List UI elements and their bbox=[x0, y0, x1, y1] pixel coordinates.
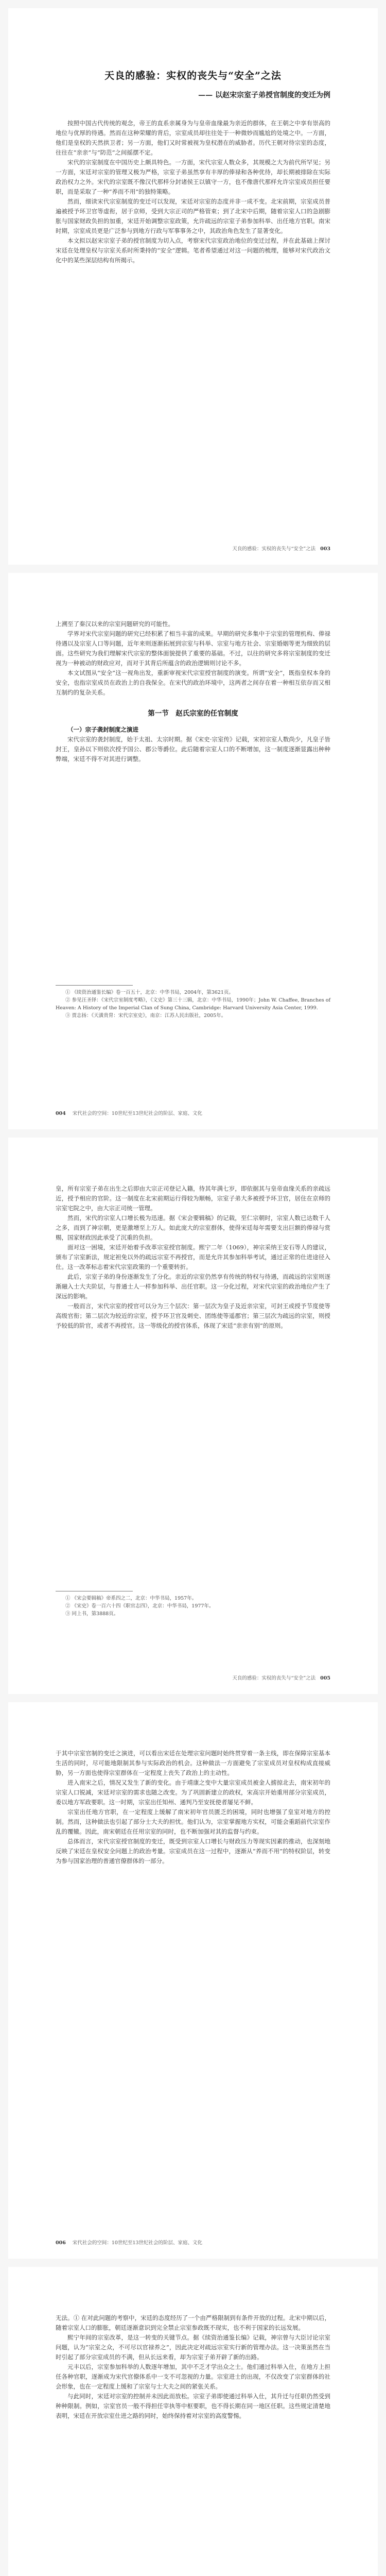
page-number: 003 bbox=[320, 546, 330, 552]
page-4 bbox=[8, 1702, 378, 2259]
paragraph: 宋代宗室的袭封制度，始于太祖、太宗时期。据《宋史·宗室传》记载，宋初宗室人数尚少，凡皇子皆封王，皇孙以下则依次授予国公、郡公等爵位。此后随着宗室人口的不断增加，这一制度逐渐显露出种种弊端，宋廷不得不对其进行调整。 bbox=[56, 736, 330, 762]
footnotes bbox=[56, 985, 330, 1020]
paragraph: 宗室出任地方官职，在一定程度上缓解了南宋初年官员匮乏的困境，同时也增强了皇室对地方的控制。然而，这种做法也引起了部分士大夫的担忧。他们认为，宗室掌握地方实权，可能会重蹈前代宗室作乱的覆辙。因此，南宋朝廷在任用宗室的同时，也不断加强对其的监督与约束。 bbox=[56, 1808, 330, 1835]
page-number: 006 bbox=[56, 2240, 66, 2246]
paragraph: 此后，宗室子弟的身份逐渐发生了分化。亲近的宗室仍然享有传统的特权与待遇，而疏远的宗室则逐渐融入士大夫阶层，与普通士人一样参加科举、出任官职。这一分化过程，对宋代宗室的政治地位产生了深远的影响。 bbox=[56, 1273, 330, 1300]
paragraph: 熙宁年间的宗室改革，是这一转变的关键节点。据《续资治通鉴长编》记载，神宗曾与大臣讨论宗室问题，认为“宗室之众，不可尽以官禄养之”，因此决定对疏远宗室实行新的管理办法。这一决策虽然在当时引起了部分宗室成员的不满，但从长远来看，却为宗室子弟开辟了新的出路。 bbox=[56, 2334, 330, 2361]
paragraph: 然而，宋代的宗室人口增长极为迅速。据《宋会要辑稿》的记载，至仁宗朝时，宗室人数已达数千人之多，而到了神宗朝，更是激增至上万人。如此庞大的宗室群体，使得宋廷每年需要支出巨额的俸禄与赏赐，国家财政因此承受了沉重的负担。 bbox=[56, 1214, 330, 1241]
footnote: ① 《宋会要辑稿》帝系四之二，北京：中华书局，1957年。 bbox=[65, 1596, 197, 1601]
paragraph: 进入南宋之后，情况又发生了新的变化。由于靖康之变中大量宗室成员被金人掳掠北去，南宋初年的宗室人口锐减，宋廷对宗室的需求也随之改变。为了巩固新建立的政权，宋高宗开始重用部分宗室成员，委以地方军政要职。这一时期，宗室出任知州、通判乃至安抚使者屡见不鲜。 bbox=[56, 1779, 330, 1806]
paragraph: 按照中国古代传统的观念，帝王的直系亲属身为与皇帝血缘最为亲近的群体，在王朝之中享有崇高的地位与优厚的待遇。然而在这种荣耀的背后，宗室成员却往往处于一种微妙而尴尬的处境之中。一方面，他们是皇权的天然拱卫者；另一方面，他们又时常被视为皇权潜在的威胁者。历代王朝对待宗室的态度，往往在“亲亲”与“防范”之间摇摆不定。 bbox=[56, 120, 330, 156]
footnote: ③ 贾志扬：《天潢贵胄：宋代宗室史》，南京：江苏人民出版社，2005年。 bbox=[65, 1013, 226, 1019]
page-5 bbox=[8, 2267, 378, 2576]
footnotes bbox=[56, 1591, 330, 1618]
paragraph: 宋代的宗室制度在中国历史上颇具特色。一方面，宋代宗室人数众多，其规模之大为前代所罕见；另一方面，宋廷对宗室的管理又极为严格，宗室子弟虽然享有丰厚的俸禄和各种优待，却长期被排除在实际政治权力之外。宋代的宗室既不像汉代那样分封诸侯王以镇守一方，也不像唐代那样允许宗室成员担任要职，而是采取了一种“养而不用”的独特策略。 bbox=[56, 159, 330, 195]
section-title: 第一节 赵氏宗室的任官制度 bbox=[148, 709, 238, 718]
paragraph: 于其中宗室官制的变迁之演进，可以看出宋廷在处理宗室问题时始终贯穿着一条主线，即在保障宗室基本生活的同时，尽可能地限制其参与实际政治的机会。这种做法一方面避免了宗室成员对皇权构成直接威胁，另一方面也使得宗室群体在一定程度上丧失了政治上的主动性。 bbox=[56, 1750, 330, 1776]
running-head bbox=[232, 544, 330, 554]
paragraph: 与此同时，宋廷对宗室的控制并未因此而放松。宗室子弟即使通过科举入仕，其升迁与任职仍然受到种种限制。例如，宗室官员一般不得担任宰执等中枢要职，也不得长期在同一地区任职。这些规定清楚地表明，宋廷在开放宗室仕进之路的同时，始终保持着对宗室的高度警惕。 bbox=[56, 2393, 330, 2419]
running-head-text: 宋代社会的空间：10世纪至13世纪社会的阶层、家庭、文化 bbox=[72, 2240, 203, 2246]
document-title: 天良的感验：实权的丧失与“安全”之法 bbox=[104, 70, 282, 81]
running-head bbox=[56, 1109, 202, 1118]
page-number: 005 bbox=[320, 1675, 330, 1681]
subsection-title: （一）宗子袭封制度之演进 bbox=[67, 726, 138, 733]
footnote: ② 参见汪圣铎：《宋代宗室制度考略》，《文史》第三十三辑，北京：中华书局，1990年；John W. Chaffee, Branches of Heaven: A History of the Imperial Clan of Sung China, Cambridge: Harvard University Asia Center, 1999. bbox=[56, 997, 330, 1011]
paragraph: 无法。① 在对此问题的考察中，宋廷的态度经历了一个由严格限制到有条件开放的过程。北宋中期以后，随着宗室人口的膨胀，朝廷逐渐意识到完全禁止宗室参政既不现实，也不利于国家的长远发展。 bbox=[56, 2314, 330, 2331]
running-head bbox=[232, 1673, 330, 1683]
paragraph: 总体而言，宋代宗室授官制度的变迁，既受到宗室人口增长与财政压力等现实因素的推动，也深刻地反映了宋廷在皇权安全问题上的政治考量。宗室成员在这一过程中，逐渐从“养而不用”的特权阶层，转变为参与国家治理的普通官僚群体的一部分。 bbox=[56, 1838, 330, 1865]
paragraph: 一般而言，宋代宗室的授官可以分为三个层次：第一层次为皇子及近亲宗室，可封王或授予节度使等高级官衔；第二层次为较近的宗室，授予环卫官及刺史、团练使等遥郡官；第三层次为疏远的宗室，则授予较低的阶官，或者不再授官。这一等级化的授官体系，体现了宋廷“亲亲有别”的原则。 bbox=[56, 1302, 330, 1329]
footnote-rule bbox=[56, 985, 133, 986]
running-head-text: 天良的感验：实权的丧失与“安全”之法 bbox=[232, 1675, 316, 1681]
page-number: 004 bbox=[56, 1111, 66, 1116]
document-subtitle: —— 以赵宋宗室子弟授官制度的变迁为例 bbox=[198, 91, 330, 99]
paragraph: 面对这一困境，宋廷开始着手改革宗室授官制度。熙宁二年（1069），神宗采纳王安石等人的建议，颁布了宗室新法，规定袒免以外的疏远宗室不再授官，而是允许其参加科举考试，通过正常的仕进途径入仕。这一改革标志着宋代宗室政策的一个重要转折。 bbox=[56, 1244, 330, 1270]
running-head-text: 宋代社会的空间：10世纪至13世纪社会的阶层、家庭、文化 bbox=[72, 1111, 203, 1116]
paragraph: 元丰以后，宗室参加科举的人数逐年增加，其中不乏才学出众之士。他们通过科举入仕，在地方上担任各种官职，逐渐成为宋代官僚体系中一支不可忽视的力量。宗室进士的出现，不仅改变了宗室群体的社会形象，也在一定程度上缓和了宗室与士大夫之间的紧张关系。 bbox=[56, 2363, 330, 2390]
paragraph: 皇，所有宗室子弟在出生之后即由大宗正司登记入籍，待其年满七岁，即依据其与皇帝血缘关系的亲疏远近，授予相应的官阶。这一制度在北宋前期运行得较为顺畅，宗室子弟大多被授予环卫官，居住在京师的宗室宅院之中，由大宗正司统一管理。 bbox=[56, 1185, 330, 1212]
paragraph: 本文拟以赵宋宗室子弟的授官制度为切入点，考察宋代宗室政治地位的变迁过程，并在此基础上探讨宋廷在处理皇权与宗室关系时所秉持的“安全”逻辑。笔者希望通过对这一问题的梳理，能够对宋代政治文化中的某些深层结构有所揭示。 bbox=[56, 237, 330, 264]
paragraph: 学界对宋代宗室问题的研究已经积累了相当丰富的成果。早期的研究多集中于宗室的管理机构、俸禄待遇以及宗室人口等问题，近年来则逐渐拓展到宗室与科举、宗室与地方社会、宗室婚姻等更为细致的层面。这些研究为我们理解宋代宗室的整体面貌提供了重要的基础。不过，以往的研究多将宗室制度的变迁视为一种被动的财政应对，而对于其背后所蕴含的政治逻辑则讨论不多。 bbox=[56, 630, 330, 667]
running-head bbox=[56, 2238, 202, 2248]
footnote: ③ 同上书，第3888页。 bbox=[65, 1611, 119, 1617]
page-1 bbox=[8, 8, 378, 565]
paragraph: 本文试图从“安全”这一视角出发，重新审视宋代宗室授官制度的演变。所谓“安全”，既指皇权本身的安全，也指宗室成员在政治上的自我保全。在宋代的政治环境中，这两者之间存在着一种相互依存而又相互制约的复杂关系。 bbox=[56, 669, 330, 696]
footnote: ② 《宋史》卷一百六十四《职官志四》，北京：中华书局，1977年。 bbox=[65, 1603, 214, 1609]
page-2 bbox=[8, 573, 378, 1129]
running-head-text: 天良的感验：实权的丧失与“安全”之法 bbox=[232, 546, 316, 552]
paragraph: 然而，细读宋代宗室制度的变迁可以发现，宋廷对宗室的态度并非一成不变。北宋前期，宗室成员普遍被授予环卫官等虚衔，居于京师，受到大宗正司的严格管束；到了北宋中后期，随着宗室人口的急剧膨胀与国家财政负担的加重，宋廷开始调整宗室政策，允许疏远的宗室子弟参加科举、出任地方官职。南宋时期，宗室成员更是广泛参与到地方行政与军事事务之中，其政治角色发生了显著变化。 bbox=[56, 198, 330, 234]
footnote: ① 《续资治通鉴长编》卷一百五十，北京：中华书局，2004年，第3621页。 bbox=[65, 990, 234, 995]
page-3 bbox=[8, 1138, 378, 1694]
paragraph: 上溯至了秦汉以来的宗室问题研究的可能性。 bbox=[56, 620, 174, 628]
